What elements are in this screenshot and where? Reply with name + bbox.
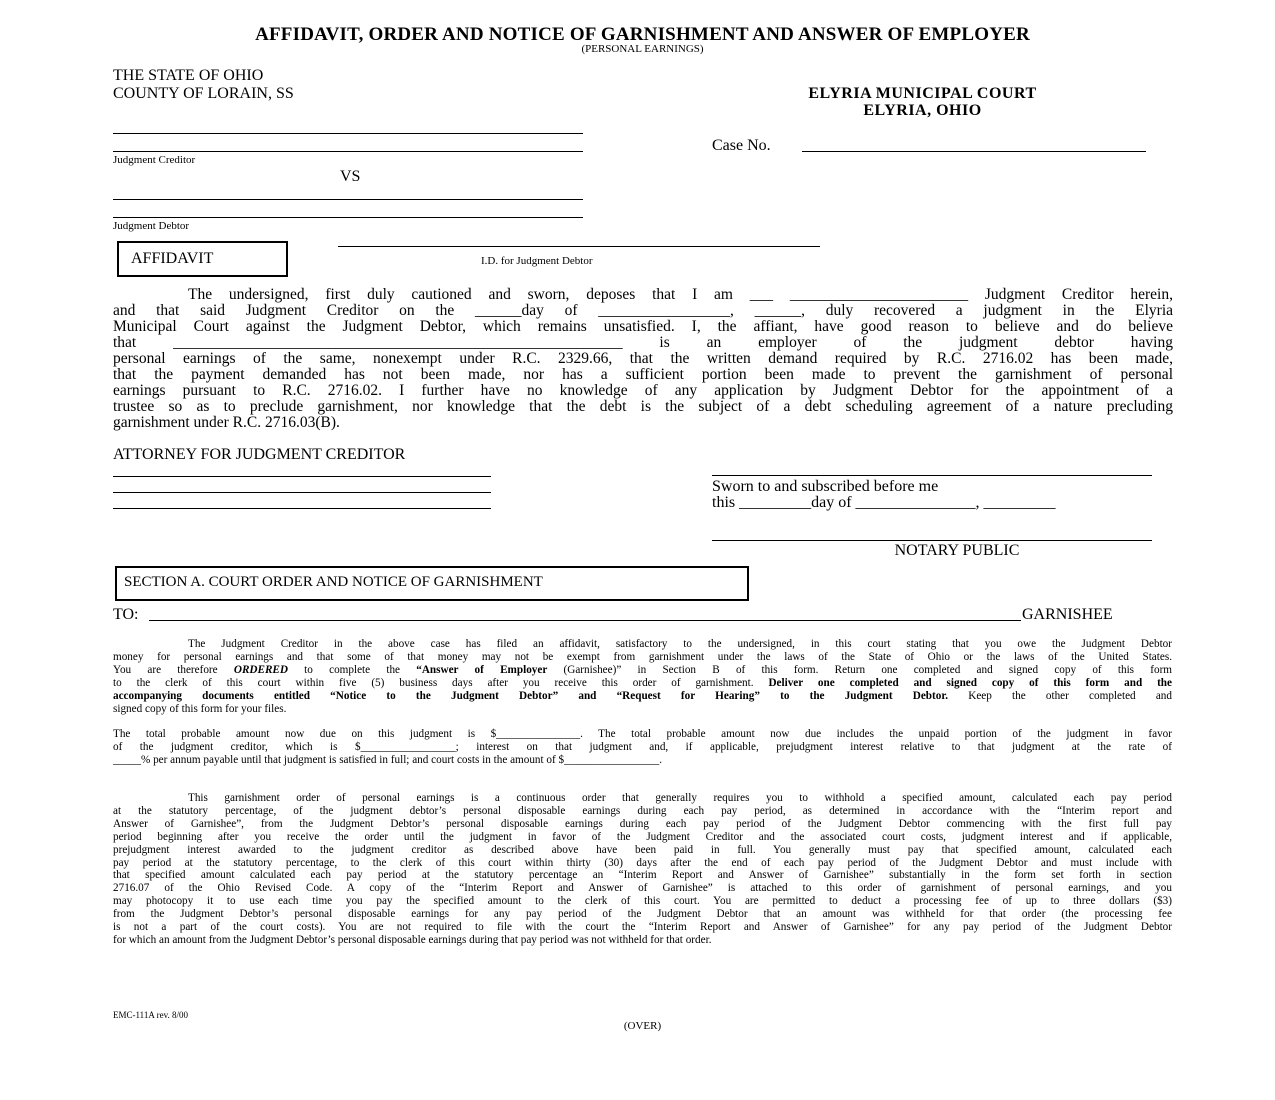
order-paragraph — [113, 638, 1172, 715]
garnishee-label: GARNISHEE — [1022, 606, 1113, 623]
amount-line: The total probable amount now due on this judgment is $_______________. The total probable amount now due includes the unpaid portion of the judgment in favor — [113, 728, 1172, 740]
attorney-line-3[interactable] — [113, 508, 491, 509]
form-title: AFFIDAVIT, ORDER AND NOTICE OF GARNISHMENT AND ANSWER OF EMPLOYER — [255, 24, 1030, 45]
continuous-line: is not a part of the court costs). You are not required to file with the court the “Interim Report and Answer of Garnishee” for any pay period of the Judgment Debtor — [113, 921, 1172, 934]
sworn-text-1: Sworn to and subscribed before me — [712, 478, 939, 495]
continuous-order-paragraph — [113, 792, 1172, 947]
debtor-line-1[interactable] — [113, 199, 583, 200]
section-a-box — [115, 566, 749, 601]
continuous-line: that specified amount calculated each pay period at the statutory percentage an “Interim Report and Answer of Garnishee” substantially in the form set forth in section — [113, 869, 1172, 882]
continuous-line: at the statutory percentage, of the judgment debtor’s personal disposable earnings during each pay period, as determined in accordance with the “Interim report and — [113, 804, 1172, 817]
notary-label: NOTARY PUBLIC — [894, 542, 1020, 559]
affidavit-box — [117, 241, 288, 277]
form-subtitle: (PERSONAL EARNINGS) — [581, 43, 704, 55]
debtor-line-2[interactable] — [113, 217, 583, 218]
court-name: ELYRIA MUNICIPAL COURT — [808, 85, 1037, 102]
affidavit-line: trustee so as to preclude garnishment, nor knowledge that the debt is the subject of a debt scheduling agreement of a nature precluding — [113, 398, 1173, 415]
attorney-label: ATTORNEY FOR JUDGMENT CREDITOR — [113, 446, 406, 463]
order-line: money for personal earnings and that some of that money may not be exempt from garnishment under the laws of the State of Ohio or the laws of the United States. — [113, 650, 1172, 663]
versus-label: VS — [340, 168, 361, 185]
section-a-label: SECTION A. COURT ORDER AND NOTICE OF GARNISHMENT — [124, 574, 543, 590]
sworn-text-2: this _________day of _______________, _________ — [712, 494, 1056, 511]
creditor-label: Judgment Creditor — [113, 154, 196, 166]
to-label: TO: — [113, 606, 139, 623]
amount-line: of the judgment creditor, which is $_________________; interest on that judgment and, if applicable, prejudgment interest relative to that judgment at the rate of — [113, 740, 1172, 753]
continuous-line: prejudgment interest awarded to the judgment creditor as described above have been paid in full. You generally must pay that specified amount, calculated each — [113, 843, 1172, 856]
debtor-id-field[interactable] — [338, 246, 820, 247]
affidavit-text — [113, 287, 1173, 431]
case-no-field[interactable] — [802, 151, 1146, 152]
affidavit-line: personal earnings of the same, nonexempt under R.C. 2329.66, that the written demand required by R.C. 2716.02 has been made, — [113, 350, 1173, 367]
order-line: The Judgment Creditor in the above case has filed an affidavit, satisfactory to the undersigned, in this court stating that you owe the Judgment Debtor — [188, 638, 1172, 650]
affidavit-line: earnings pursuant to R.C. 2716.02. I further have no knowledge of any application by Judgment Debtor for the appointment of a — [113, 382, 1173, 399]
affidavit-line: The undersigned, first duly cautioned and sworn, deposes that I am ___ _______________________ Judgment Creditor herein, — [188, 286, 1173, 303]
amount-due-paragraph — [113, 728, 1172, 767]
attorney-line-2[interactable] — [113, 492, 491, 493]
continuous-line: from the Judgment Debtor’s personal disposable earnings for any pay period of the Judgment Debtor that an amount was withheld for that order (the processing fee — [113, 908, 1172, 921]
state-label: THE STATE OF OHIO — [113, 67, 264, 84]
over-label: (OVER) — [623, 1020, 662, 1032]
attorney-line-1[interactable] — [113, 476, 491, 477]
creditor-line-2[interactable] — [113, 151, 583, 152]
affidavit-line: garnishment under R.C. 2716.03(B). — [113, 414, 340, 431]
continuous-line: may photocopy it to use each time you pay the specified amount to the clerk of this court. You are permitted to deduct a processing fee of up to three dollars ($3) — [113, 895, 1172, 908]
notary-signature-line[interactable] — [712, 540, 1152, 541]
affidavit-line: and that said Judgment Creditor on the ______day of _________________, ______, duly recovered a judgment in the Elyria — [113, 302, 1173, 319]
order-line: accompanying documents entitled “Notice to the Judgment Debtor” and “Request for Hearing” to the Judgment Debtor. Keep the other completed and — [113, 689, 1172, 702]
case-no-label: Case No. — [712, 137, 771, 154]
creditor-line-1[interactable] — [113, 133, 583, 134]
order-line: You are therefore ORDERED to complete the “Answer of Employer (Garnishee)” in Section B of this form. Return one completed and signed copy of this form — [113, 663, 1173, 676]
court-city: ELYRIA, OHIO — [863, 102, 982, 119]
affidavit-label: AFFIDAVIT — [131, 250, 214, 267]
order-line: signed copy of this form for your files. — [113, 702, 287, 715]
affidavit-line: that __________________________________________________________ is an employer of the judgment debtor having — [113, 334, 1173, 351]
affidavit-line: Municipal Court against the Judgment Debtor, which remains unsatisfied. I, the affiant, have good reason to believe and do believe — [113, 318, 1173, 335]
continuous-line: This garnishment order of personal earnings is a continuous order that generally requires you to withhold a specified amount, calculated each pay period — [188, 792, 1172, 804]
debtor-label: Judgment Debtor — [113, 220, 190, 232]
continuous-line: Answer of Garnishee”, from the Judgment Debtor’s personal disposable earnings during each pay period of the Judgment Debtor commencing with the first full pay — [113, 817, 1172, 830]
garnishee-field[interactable] — [149, 620, 1021, 621]
order-line: to the clerk of this court within five (5) business days after you receive this order of garnishment. Deliver one completed and signed copy of this form and the — [113, 676, 1172, 689]
affiant-signature-line[interactable] — [712, 475, 1152, 476]
amount-line: _____% per annum payable until that judgment is satisfied in full; and court costs in the amount of $_________________. — [113, 753, 663, 766]
affidavit-line: that the payment demanded has not been made, nor has a sufficient portion been made to prevent the garnishment of personal — [113, 366, 1173, 383]
continuous-line: pay period at the statutory percentage, to the clerk of this court within thirty (30) days after the end of each pay period of the Judgment Debtor and must include with — [113, 856, 1172, 869]
continuous-line: 2716.07 of the Ohio Revised Code. A copy of the “Interim Report and Answer of Garnishee” is attached to this order of garnishment of personal earnings, and you — [113, 882, 1172, 895]
form-code: EMC-111A rev. 8/00 — [113, 1010, 188, 1020]
county-label: COUNTY OF LORAIN, SS — [113, 85, 294, 102]
continuous-line: period beginning after you receive the order until the judgment in favor of the Judgment Creditor and the associated court costs, judgment interest and if applicable, — [113, 830, 1172, 843]
debtor-id-label: I.D. for Judgment Debtor — [481, 255, 593, 267]
continuous-line: for which an amount from the Judgment Debtor’s personal disposable earnings during that pay period was not withheld for that order. — [113, 933, 712, 946]
